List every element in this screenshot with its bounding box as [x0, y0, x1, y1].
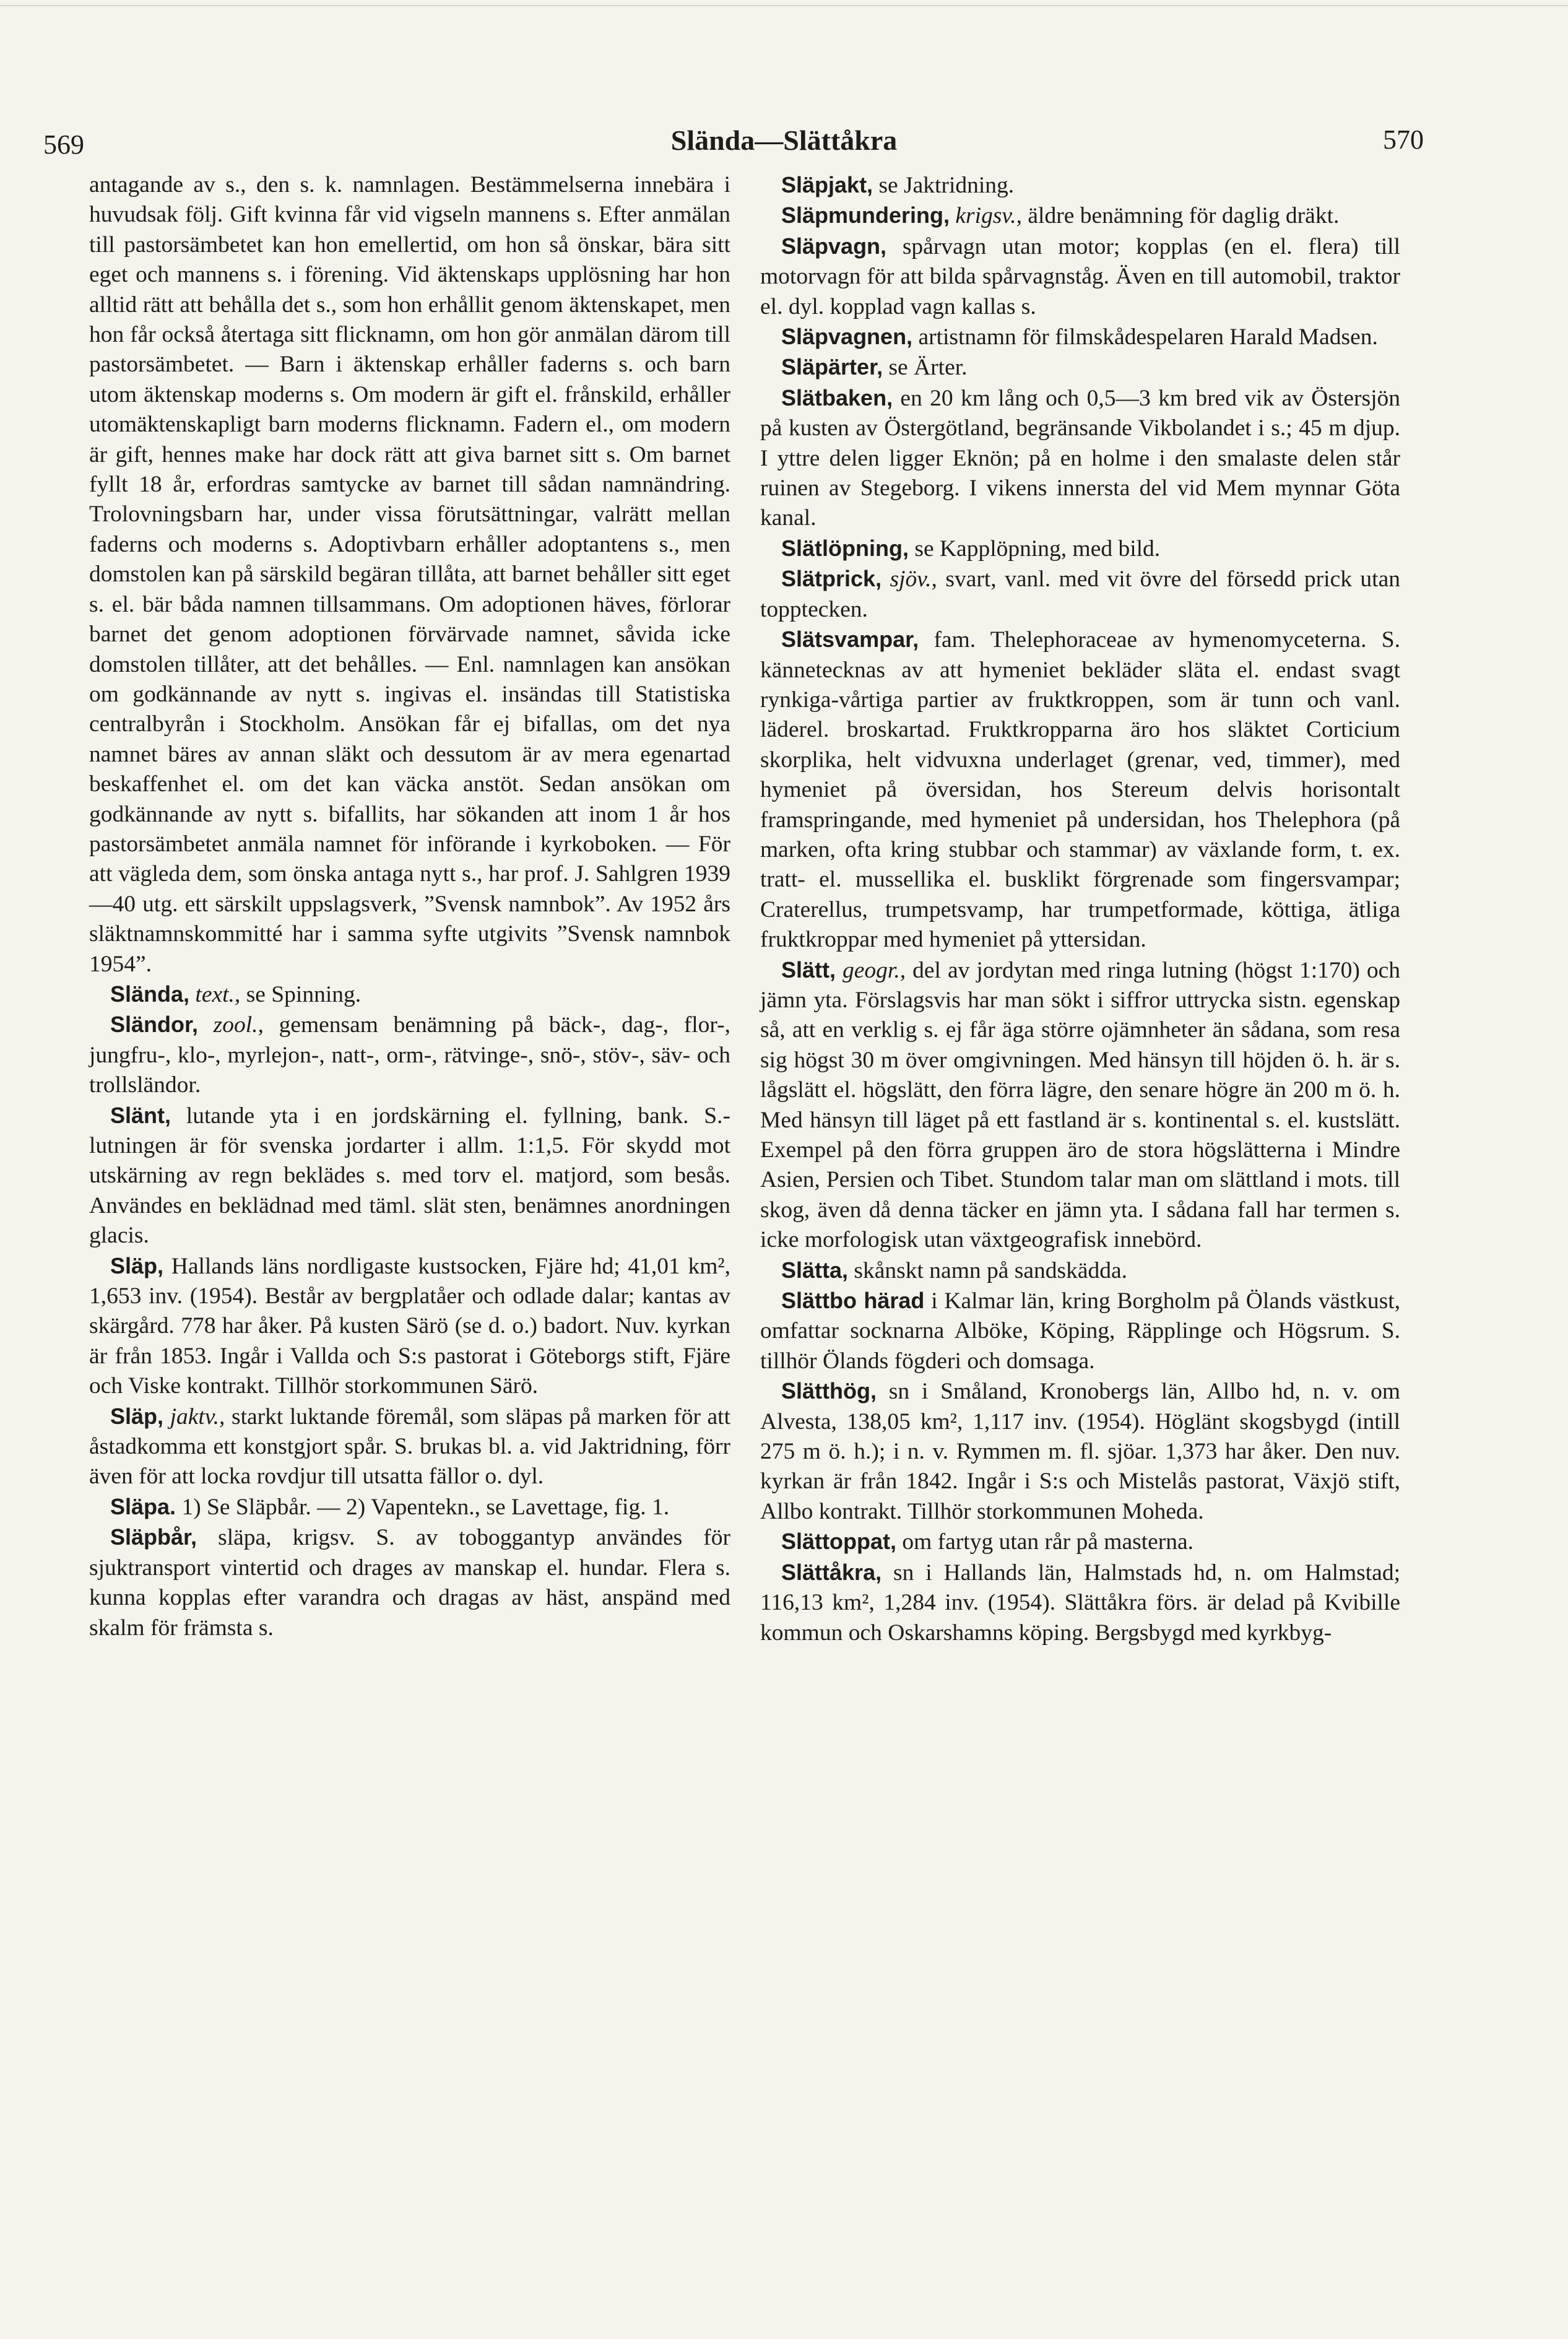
entry-paragraph: [760, 564, 1400, 625]
entry-headword: Slätt,: [781, 957, 836, 983]
entry-paragraph: [760, 352, 1400, 383]
entry-field-label: jaktv.,: [170, 1404, 225, 1430]
entry-headword: Slätbaken,: [781, 384, 893, 410]
page-header: [0, 124, 1568, 161]
entry-paragraph: [89, 1010, 730, 1100]
right-column: [760, 170, 1400, 1648]
entry-headword: Slätsvampar,: [781, 627, 919, 653]
entry-paragraph: [760, 1527, 1400, 1557]
entry-paragraph: [89, 1101, 730, 1251]
entry-paragraph: [760, 955, 1400, 1256]
entry-headword: Slätthög,: [781, 1378, 877, 1404]
entry-headword: Slända,: [110, 981, 190, 1007]
entry-paragraph: [760, 1558, 1400, 1648]
entry-paragraph: [760, 1256, 1400, 1286]
entry-text: om fartyg utan rår på masterna.: [902, 1529, 1194, 1555]
entry-paragraph: [89, 1251, 730, 1402]
entry-text: svart, vanl. med vit övre del försedd prick utan topptecken.: [760, 566, 1400, 622]
entry-text: släpa, krigsv. S. av toboggantyp användes för sjuktransport vintertid och drages av manskap el. hundar. Flera s. kunna kopplas efter varandra och dragas av häst, anspänd med skalm för främsta s.: [89, 1525, 731, 1641]
entry-paragraph: [760, 322, 1400, 352]
right-page-number: 570: [1383, 124, 1424, 155]
entry-paragraph: [760, 232, 1400, 322]
entry-paragraph: [760, 625, 1400, 955]
left-page-number: 569: [43, 129, 84, 160]
entry-paragraph: [760, 534, 1400, 564]
entry-headword: Släp,: [110, 1252, 164, 1278]
entry-text: Hallands läns nordligaste kustsocken, Fjäre hd; 41,01 km², 1,653 inv. (1954). Består av bergplatåer och odlade dalar; kantas av skärgård. 778 har åker. På kusten Särö (se d. o.) badort. Nuv. kyrkan är från 1853. Ingår i Vallda och S:s pastorat i Göteborgs stift, Fjäre och Viske kontrakt. Tillhör storkommunen Särö.: [89, 1253, 731, 1399]
entry-text: äldre benämning för daglig dräkt.: [1028, 203, 1340, 229]
entry-text: se Jaktridning.: [878, 173, 1015, 198]
entry-headword: Släpa.: [110, 1493, 176, 1519]
entry-text: en 20 km lång och 0,5—3 km bred vik av Östersjön på kusten av Östergötland, begränsande Vikbolandet i s.; 45 m djup. I yttre delen ligger Eknön; på en holme i den smalaste delen står ruinen av Stegeborg. I vikens innersta del vid Mem mynnar Göta kanal.: [760, 385, 1401, 531]
entry-paragraph: [760, 201, 1400, 231]
entry-text: starkt luktande föremål, som släpas på marken för att åstadkomma ett konstgjort spår. S. brukas bl. a. vid Jaktridning, förr även för att locka rovdjur till utsatta fällor o. dyl.: [89, 1404, 731, 1490]
entry-text: antagande av s., den s. k. namnlagen. Bestämmelserna innebära i huvudsak följ. Gift kvinna får vid vigseln mannens s. Efter anmälan till pastorsämbetet kan hon emellertid, om hon så önskar, bära sitt eget och mannens s. i förening. Vid äktenskaps upplösning har hon alltid rätt att behålla det s., som hon erhållit genom äktenskapet, men hon får också återtaga sitt flicknamn, om hon gör anmälan därom till pastorsämbetet. — Barn i äktenskap erhåller faderns s. och barn utom äktenskap moderns s. Om modern är gift el. frånskild, erhåller utomäktenskapligt barn moderns flicknamn. Fadern el., om modern är gift, hennes make har dock rätt att giva barnet sitt s. Om barnet fyllt 18 år, erfordras samtycke av barnet till sådan namnändring. Trolovningsbarn har, under vissa förutsättningar, valrätt mellan faderns och moderns s. Adoptivbarn erhåller adoptantens s., men domstolen kan på särskild begäran tillåta, att barnet behåller sitt eget s. el. bär båda namnen tillsammans. Om adoptionen häves, förlorar barnet det genom adoptionen förvärvade namnet, såvida icke domstolen tillåter, att det behålles. — Enl. namnlagen kan ansökan om godkännande av nytt s. ingivas el. insändas till Statistiska centralbyrån i Stockholm. Ansökan får ej bifallas, om det nya namnet bäres av annan släkt och dessutom är av mera egenartad beskaffenhet el. om det kan väcka anstöt. Sedan ansökan om godkännande av nytt s. bifallits, har sökanden att inom 1 år hos pastorsämbetet anmäla namnet för införande i kyrkoboken. — För att vägleda dem, som önska antaga nytt s., har prof. J. Sahlgren 1939—40 utg. ett särskilt uppslagsverk, ”Svensk namnbok”. Av 1952 års släktnamnskommitté har i samma syfte utgivits ”Svensk namnbok 1954”.: [89, 172, 730, 977]
entry-headword: Släpbår,: [110, 1524, 197, 1550]
entry-field-label: zool.,: [213, 1012, 264, 1038]
running-title: Slända—Slättåkra: [670, 124, 898, 156]
entry-headword: Släp,: [110, 1403, 164, 1429]
entry-headword: Slätlöpning,: [781, 535, 909, 561]
entry-paragraph: [760, 1286, 1400, 1376]
entry-text: del av jordytan med ringa lutning (högst 1:170) och jämn yta. Förslagsvis har man sökt i siffror uttrycka sistn. egenskap så, att en verklig s. ej får äga större ojämnheter än sådana, som resa sig högst 30 m över omgivningen. Med hänsyn till höjden ö. h. är s. lågslätt el. högslätt, den förra lägre, den senare högre än 200 m ö. h. Med hänsyn till läget på ett fastland är s. kontinental s. el. kustslätt. Exempel på den förra gruppen äro de stora högslätterna i Mindre Asien, Persien och Tibet. Stundom talar man om slättland i mots. till skog, även då denna täcker en jämn yta. I sådana fall har termen s. icke morfologisk utan växtgeografisk innebörd.: [760, 957, 1401, 1253]
entry-text: 1) Se Släpbår. — 2) Vapentekn., se Lavettage, fig. 1.: [181, 1494, 670, 1520]
entry-paragraph: [760, 1376, 1400, 1527]
entry-field-label: krigsv.,: [955, 203, 1023, 229]
entry-field-label: text.,: [195, 981, 241, 1007]
entry-paragraph: [89, 979, 730, 1010]
entry-text: i Kalmar län, kring Borgholm på Ölands västkust, omfattar socknarna Alböke, Köping, Räpplinge och Högsrum. S. tillhör Ölands fögderi och domsaga.: [760, 1288, 1401, 1374]
entry-paragraph: [89, 1522, 730, 1643]
entry-headword: Slätta,: [781, 1257, 849, 1283]
entry-paragraph: [760, 170, 1400, 201]
entry-headword: Släpjakt,: [781, 172, 873, 197]
entry-headword: Slättbo härad: [781, 1288, 925, 1314]
entry-paragraph: [760, 383, 1400, 534]
entry-headword: Släpvagnen,: [781, 324, 913, 350]
entry-text: sn i Småland, Kronobergs län, Allbo hd, n. v. om Alvesta, 138,05 km², 1,117 inv. (1954). Höglänt skogsbygd (intill 275 m ö. h.); i n. v. Rymmen m. fl. sjöar. 1,373 har åker. Den nuv. kyrkan är från 1842. Ingår i S:s och Mistelås pastorat, Växjö stift, Allbo kontrakt. Tillhör storkommunen Moheda.: [760, 1379, 1400, 1524]
scan-edge-line: [0, 5, 1568, 6]
left-column: [89, 170, 730, 1643]
entry-headword: Slätprick,: [781, 566, 882, 592]
entry-text: sn i Hallands län, Halmstads hd, n. om Halmstad; 116,13 km², 1,284 inv. (1954). Slättåkra förs. är delad på Kvibille kommun och Oskarshamns köping. Bergsbygd med kyrkbyg-: [760, 1560, 1400, 1646]
entry-text: skånskt namn på sandskädda.: [854, 1257, 1127, 1283]
continuation-paragraph: [89, 170, 730, 979]
entry-text: artistnamn för filmskådespelaren Harald Madsen.: [918, 324, 1378, 350]
entry-text: se Ärter.: [888, 355, 968, 381]
entry-text: spårvagn utan motor; kopplas (en el. flera) till motorvagn för att bilda spårvagnståg. Även en till automobil, traktor el. dyl. kopplad vagn kallas s.: [760, 233, 1401, 319]
entry-headword: Släpvagn,: [781, 233, 887, 259]
entry-field-label: sjöv.,: [890, 566, 937, 592]
entry-headword: Slättoppat,: [781, 1529, 896, 1555]
entry-paragraph: [89, 1402, 730, 1492]
entry-text: fam. Thelephoraceae av hymenomyceterna. S. kännetecknas av att hymeniet bekläder släta el. endast svagt rynkiga-vårtiga partier av fruktkroppen, som är tunn och vanl. läderel. broskartad. Fruktkropparna äro hos släktet Corticium skorplika, helt vidvuxna underlaget (grenar, ved, timmer), med hymeniet på översidan, hos Stereum delvis horisontalt framspringande, med hymeniet på undersidan, hos Thelephora (på marken, ofta kring stubbar och stammar) av växlande form, t. ex. tratt- el. mussellika el. busklikt förgrenade som fingersvampar; Craterellus, trumpetsvamp, har trumpetformade, köttiga, ätliga fruktkroppar med hymeniet på yttersidan.: [760, 627, 1400, 953]
entry-headword: Sländor,: [110, 1012, 199, 1038]
entry-text: se Kapplöpning, med bild.: [914, 536, 1161, 562]
entry-text: gemensam benämning på bäck-, dag-, flor-, jungfru-, klo-, myrlejon-, natt-, orm-, rätvinge-, snö-, stöv-, säv- och trollsländor.: [89, 1012, 731, 1098]
entry-text: lutande yta i en jordskärning el. fyllning, bank. S.-lutningen är för svenska jordarter i allm. 1:1,5. För skydd mot utskärning av regn beklädes s. med torv el. matjord, som besås. Användes en beklädnad med täml. slät sten, benämnes anordningen glacis.: [89, 1103, 730, 1249]
entry-headword: Slänt,: [110, 1102, 171, 1128]
entry-paragraph: [89, 1492, 730, 1522]
entry-headword: Slättåkra,: [781, 1559, 882, 1585]
entry-text: se Spinning.: [246, 981, 362, 1007]
entry-field-label: geogr.,: [842, 957, 906, 983]
entry-headword: Släpärter,: [781, 354, 883, 380]
entry-headword: Släpmundering,: [781, 202, 950, 228]
